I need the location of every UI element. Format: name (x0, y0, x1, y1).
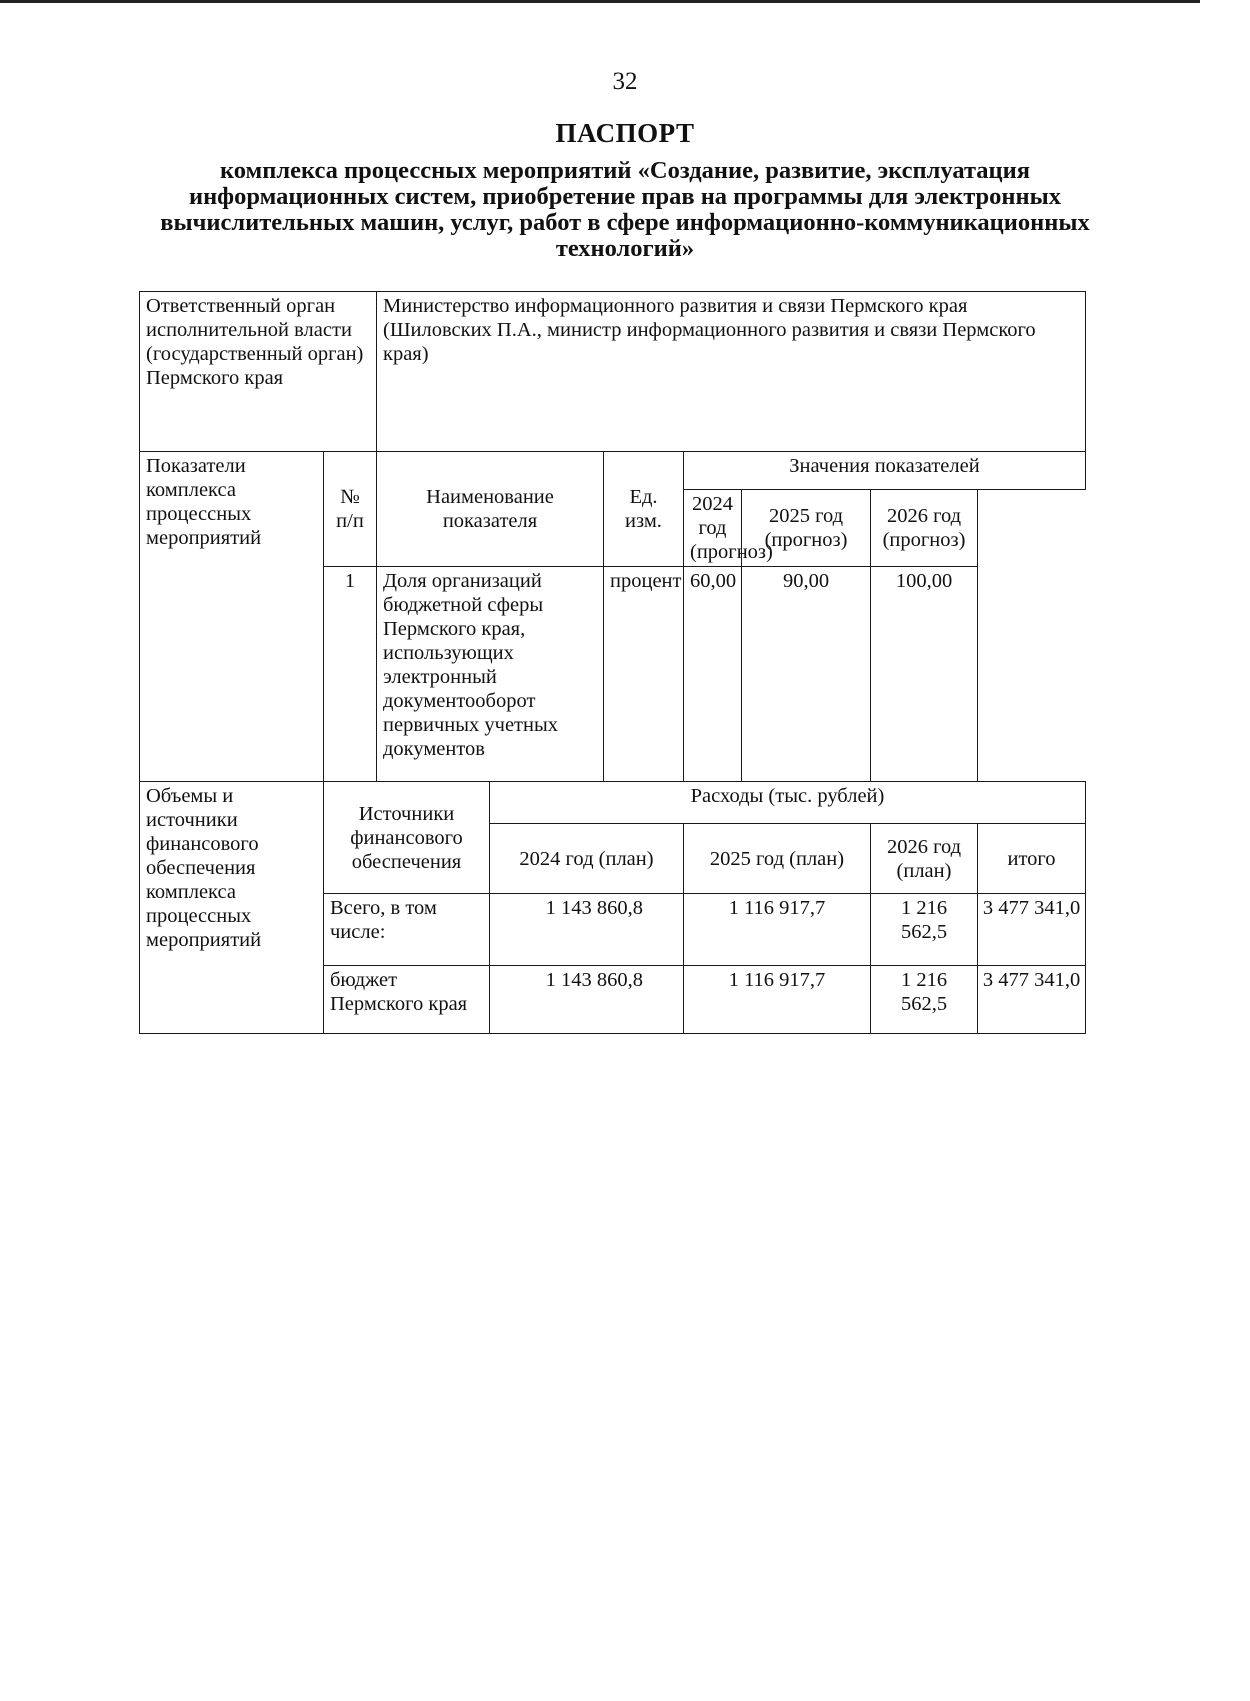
scan-page-edge (0, 0, 1200, 3)
financing-sources-header: Источники финансового обеспечения (324, 782, 490, 894)
financing-source: бюджет Пермского края (324, 966, 490, 1034)
financing-value-2026: 1 216 562,5 (871, 966, 978, 1034)
indicator-value-2024: 60,00 (684, 567, 742, 782)
indicator-unit: процент (604, 567, 684, 782)
passport-table (139, 291, 1086, 1034)
page-number: 32 (612, 68, 638, 95)
financing-label: Объемы и источники финансового обеспечения комплекса процессных мероприятий (140, 782, 324, 1034)
financing-value-2024: 1 143 860,8 (490, 966, 684, 1034)
indicator-name: Доля организаций бюджетной сферы Пермского края, использующих электронный документооборот первичных учетных документов (377, 567, 604, 782)
financing-year-header: 2025 год (план) (684, 824, 871, 894)
responsible-value: Министерство информационного развития и связи Пермского края (Шиловских П.А., министр информационного развития и связи Пермского края) (377, 292, 1086, 452)
indicator-values-group-header: Значения показателей (684, 452, 1086, 490)
indicator-name-header: Наименование показателя (377, 452, 604, 567)
responsible-row (140, 292, 1086, 452)
financing-expenses-group-header: Расходы (тыс. рублей) (490, 782, 1086, 824)
responsible-label: Ответственный орган исполнительной власти (государственный орган) Пермского края (140, 292, 377, 452)
indicators-header-row-1 (140, 452, 1086, 490)
financing-value-2026: 1 216 562,5 (871, 894, 978, 966)
financing-source: Всего, в том числе: (324, 894, 490, 966)
financing-total-header: итого (978, 824, 1086, 894)
indicator-value-2026: 100,00 (871, 567, 978, 782)
financing-year-header: 2024 год (план) (490, 824, 684, 894)
financing-value-2025: 1 116 917,7 (684, 966, 871, 1034)
financing-header-row-1 (140, 782, 1086, 824)
indicator-unit-header: Ед. изм. (604, 452, 684, 567)
indicator-year-header: 2025 год (прогноз) (742, 490, 871, 567)
financing-total: 3 477 341,0 (978, 966, 1086, 1034)
document-subtitle: комплекса процессных мероприятий «Создание, развитие, эксплуатация информационных систем, приобретение прав на программы для электронных вычислительных машин, услуг, работ в сфере информационно-коммуникационных технологий» (160, 157, 1090, 262)
indicators-label: Показатели комплекса процессных мероприятий (140, 452, 324, 782)
financing-total: 3 477 341,0 (978, 894, 1086, 966)
indicator-year-header: 2024 год (прогноз) (684, 490, 742, 567)
financing-value-2024: 1 143 860,8 (490, 894, 684, 966)
indicator-year-header: 2026 год (прогноз) (871, 490, 978, 567)
financing-year-header: 2026 год (план) (871, 824, 978, 894)
document-title: ПАСПОРТ (555, 118, 695, 148)
indicator-number: 1 (324, 567, 377, 782)
financing-value-2025: 1 116 917,7 (684, 894, 871, 966)
indicator-value-2025: 90,00 (742, 567, 871, 782)
indicator-number-header: № п/п (324, 452, 377, 567)
